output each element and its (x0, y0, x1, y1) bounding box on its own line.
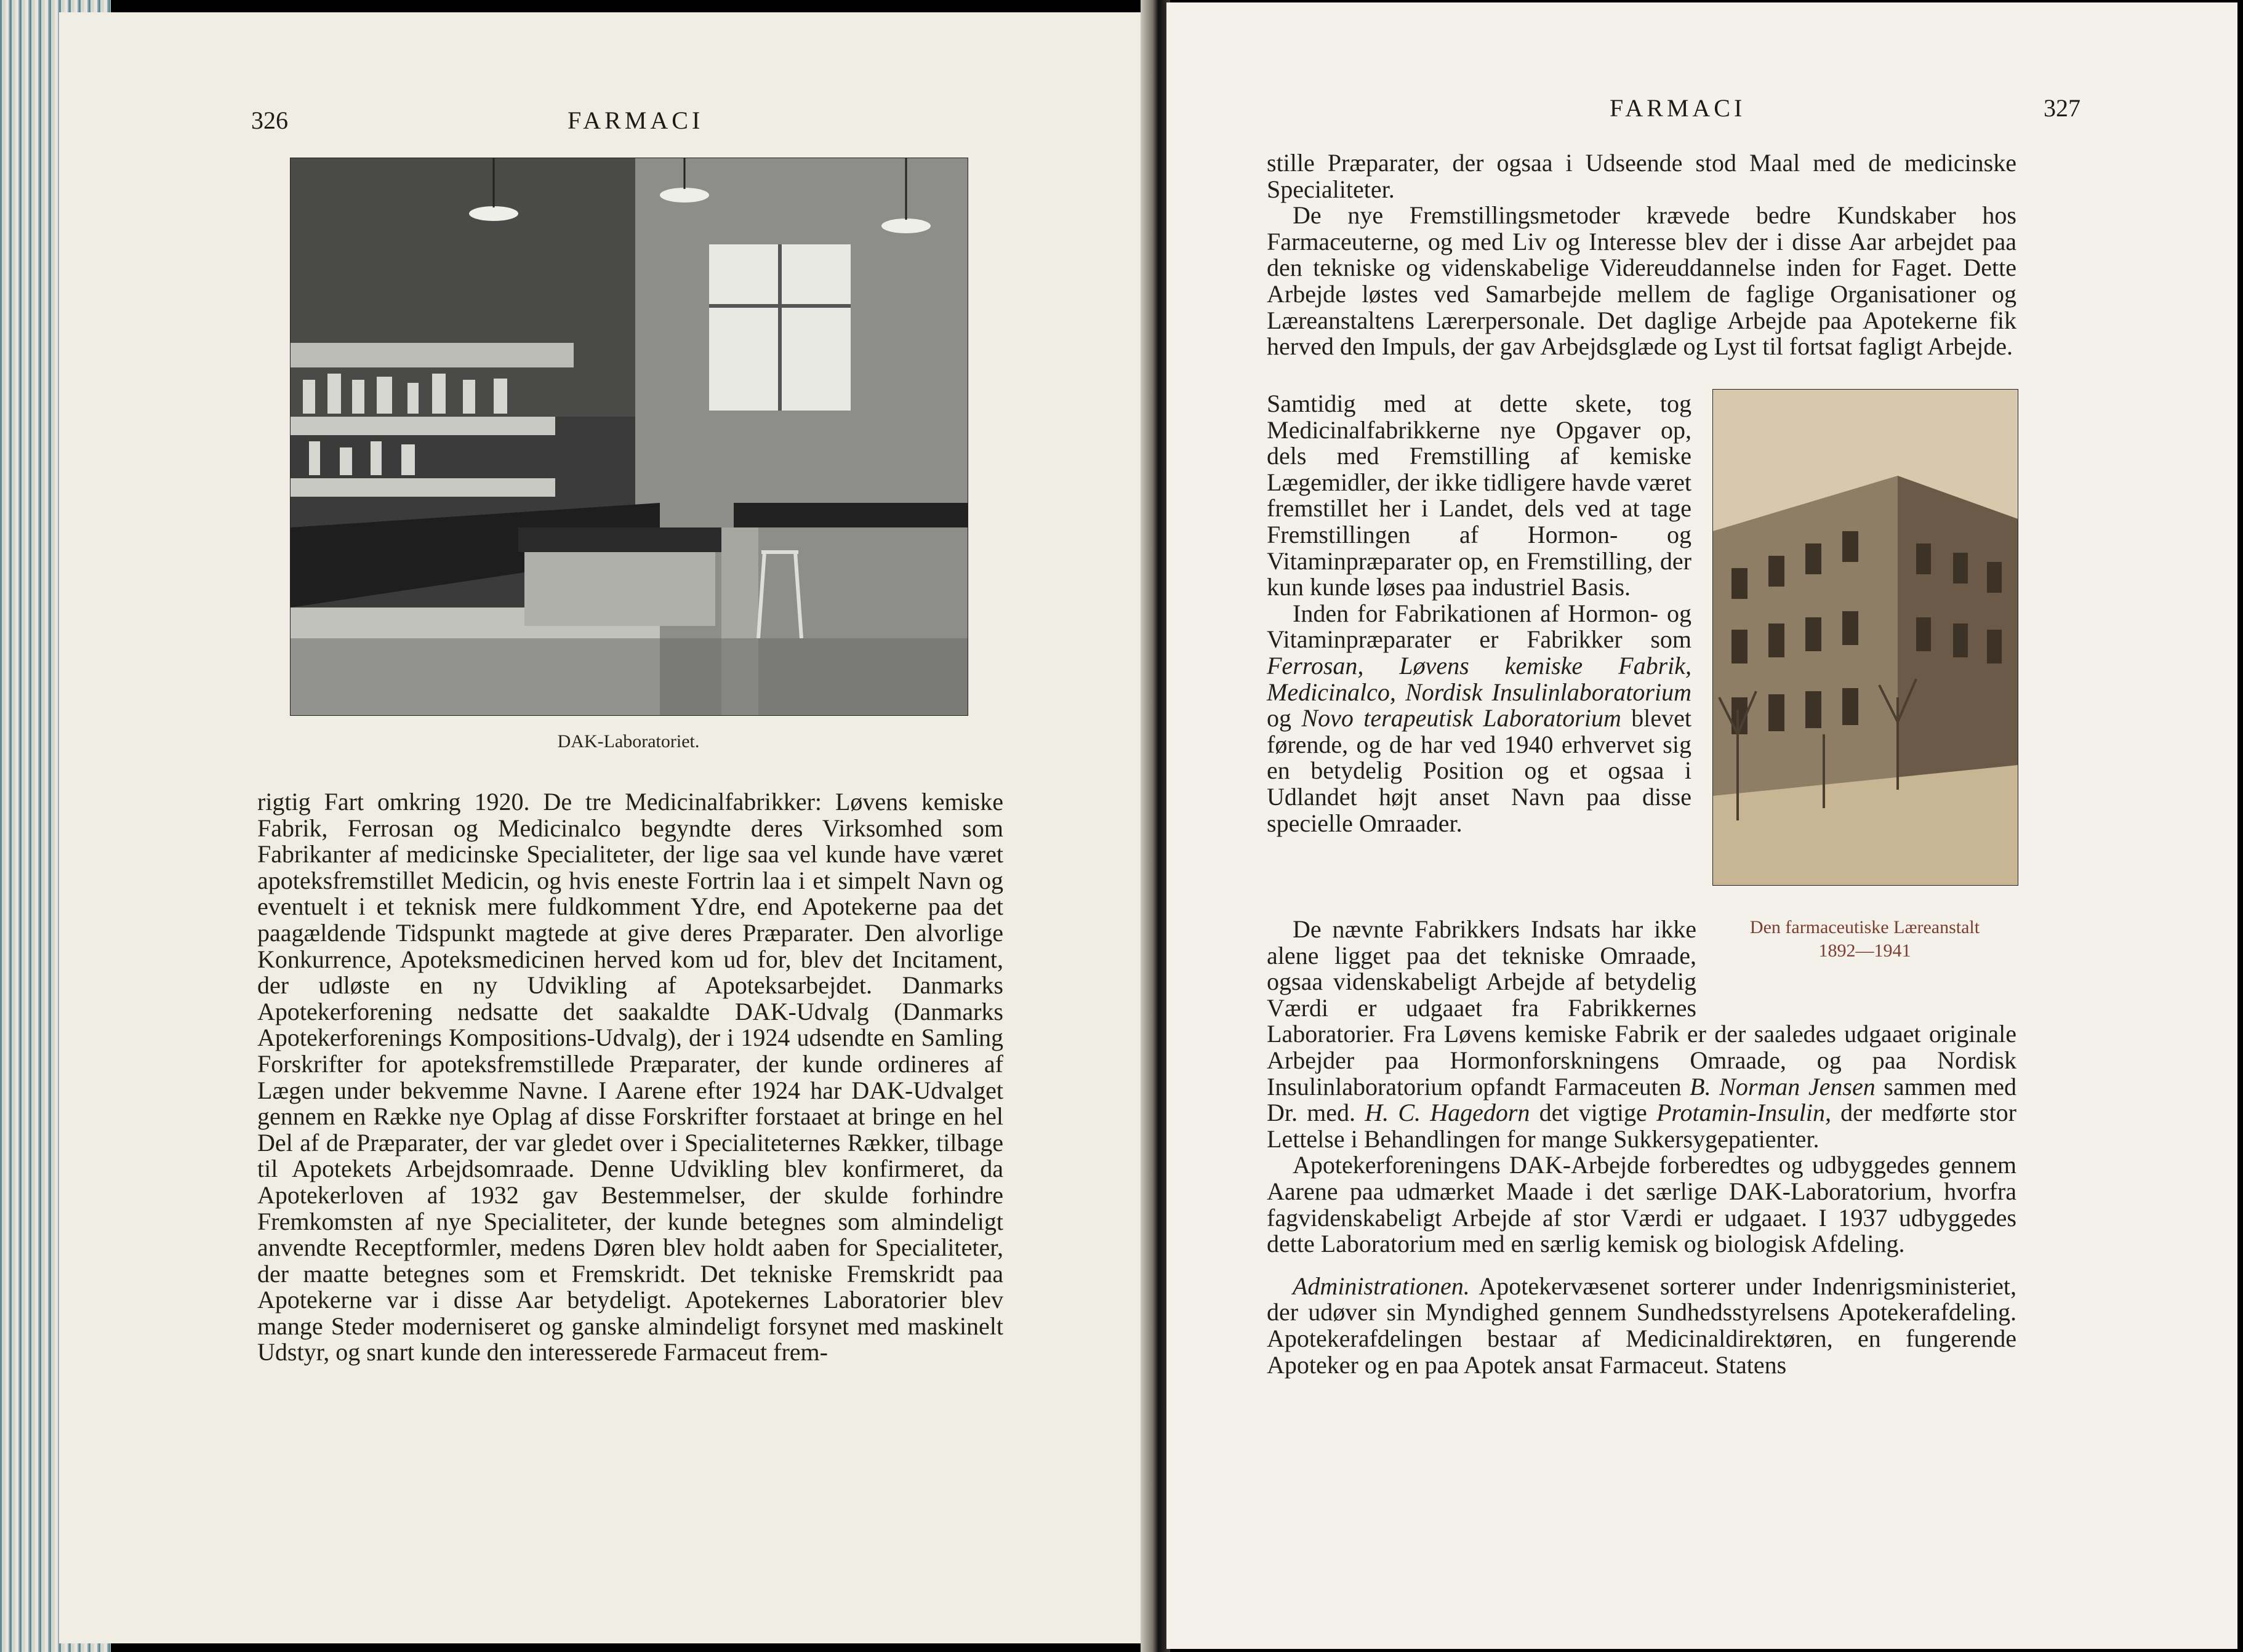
section-heading-administrationen: Administrationen. (1293, 1272, 1470, 1300)
right-lower-text (1267, 916, 2016, 1378)
left-paragraph: rigtig Fart omkring 1920. De tre Medicinalfabrikker: Løvens kemiske Fabrik, Ferrosan og Medicinalco begyndte deres Virksomhed som Fabrikanter af medicinske Specialiteter, der lige saa vel kunde have været apoteksfremstillet Medicin, og hvis eneste Fortrin laa i et simpelt Navn og eventuelt i et teknisk mere fuldkomment Ydre, end Apotekerne paa det paagældende Tidspunkt magtede at give deres Præparater. Den alvorlige Konkurrence, Apoteksmedicinen herved kom ud for, blev det Incitament, der udløste en ny Udvikling af Apoteksarbejdet. Danmarks Apotekerforening nedsatte det saakaldte DAK-Udvalg (Danmarks Apotekerforenings Kompositions-Udvalg), der i 1924 udsendte en Samling Forskrifter for apoteksfremstillede Præparater, der kunde ordineres af Lægen under bekvemme Navne. I Aarene efter 1924 har DAK-Udvalget gennem en Række nye Oplag af disse Forskrifter forstaaet at bringe en hel Del af de Præparater, der var gledet over i Specialiteternes Rækker, tilbage til Apotekets Arbejdsomraade. Denne Udvikling blev konfirmeret, da Apotekerloven af 1932 gav Bestemmelser, der skulde forhindre Fremkomsten af nye Specialiteter, der kunde betegnes som almindeligt anvendte Receptformler, medens Døren blev holdt aaben for Specialiteter, der maatte betegnes som et Fremskridt. Det tekniske Fremskridt paa Apotekerne var i disse Aar betydeligt. Apotekernes Laboratorier blev mange Steder moderniseret og ganske almindeligt forsynet med maskinelt Udstyr, og snart kunde den interesserede Farmaceut frem- (257, 788, 1003, 1366)
page-number-right: 327 (2044, 94, 2080, 122)
paragraph-6: Apotekerforeningens DAK-Arbejde forberedtes og udbyggedes gennem Aarene paa udmærket Maade i det særlige DAK-Laboratorium, hvorfra fagvidenskabeligt Arbejde af stor Værdi er udgaaet. I 1937 udbyggedes dette Laboratorium med en særlig kemisk og biologisk Afdeling. (1267, 1151, 2016, 1258)
photo-caption-right-2: 1892—1941 (1818, 940, 1911, 961)
paragraph-5: De nævnte Fabrikkers Indsats har ikke alene ligget paa det tekniske Omraade, ogsaa videnskabeligt Arbejde af betydelig Værdi er udgaaet fra Fabrikkernes Laboratorier. Fra Løvens kemiske Fabrik er der saaledes udgaaet originale Arbejder paa Hormonforskningens Omraade, og paa Nordisk Insulinlaboratorium opfandt Farmaceuten B. Norman Jensen sammen med Dr. med. H. C. Hagedorn det vigtige Protamin-Insulin, der medførte stor Lettelse i Behandlingen for mange Sukkersygepatienter. (1267, 915, 2017, 1153)
book-spine (1141, 0, 1170, 1652)
building-photo (1712, 389, 2018, 886)
running-head-right: FARMACI (1610, 94, 1746, 122)
company-names: Ferrosan, Løvens kemiske Fabrik, Medicinalco, Nordisk Insulinlaboratorium (1267, 651, 1691, 706)
paragraph-7: Administrationen. Apotekervæsenet sorterer under Indenrigsministeriet, der udøver sin Myndighed gennem Sundhedsstyrelsens Apotekerafdeling. Apotekerafdelingen bestaar af Medicinaldirektøren, en fungerende Apoteker og en paa Apotek ansat Farmaceut. Statens (1267, 1272, 2016, 1379)
left-body-text (257, 789, 1003, 1366)
page-number-left: 326 (251, 106, 288, 134)
right-page (1166, 2, 2237, 1649)
left-page (59, 12, 1146, 1643)
paragraph-1: stille Præparater, der ogsaa i Udseende stod Maal med de medicinske Specialiteter. (1267, 149, 2016, 203)
novo-name: Novo terapeutisk Laboratorium (1301, 704, 1621, 732)
photo-caption-left: DAK-Laboratoriet. (557, 731, 700, 752)
paragraph-4: Inden for Fabrikationen af Hormon- og Vitaminpræparater er Fabrikker som Ferrosan, Løvens kemiske Fabrik, Medicinalco, Nordisk Insulinlaboratorium og Novo terapeutisk Laboratorium blevet førende, og de har ved 1940 erhvervet sig en betydelig Position og et ogsaa i Udlandet højt anset Navn paa disse specielle Omraader. (1267, 599, 1692, 837)
paragraph-3: Samtidig med at dette skete, tog Medicinalfabrikkerne nye Opgaver op, dels med Fremstilling af kemiske Lægemidler, der ikke tidligere havde været fremstillet her i Landet, dels ved at tage Fremstillingen af Hormon- og Vitaminpræparater op, en Fremstilling, der kun kunde løses paa industriel Basis. (1267, 390, 1691, 601)
photo-caption-right-1: Den farmaceutiske Læreanstalt (1749, 917, 1980, 937)
right-top-text (1267, 150, 2016, 360)
paragraph-2: De nye Fremstillingsmetoder krævede bedre Kundskaber hos Farmaceuterne, og med Liv og Interesse blev der i disse Aar arbejdet paa den tekniske og videnskabelige Videreuddannelse inden for Faget. Dette Arbejde løstes ved Samarbejde mellem de faglige Organisationer og Læreanstaltens Lærerpersonale. Det daglige Arbejde paa Apotekerne fik herved den Impuls, der gav Arbejdsglæde og Lyst til fortsat fagligt Arbejde. (1267, 201, 2016, 361)
right-wrapped-text (1267, 391, 1691, 836)
running-head-left: FARMACI (568, 106, 704, 134)
laboratory-photo (290, 158, 968, 716)
